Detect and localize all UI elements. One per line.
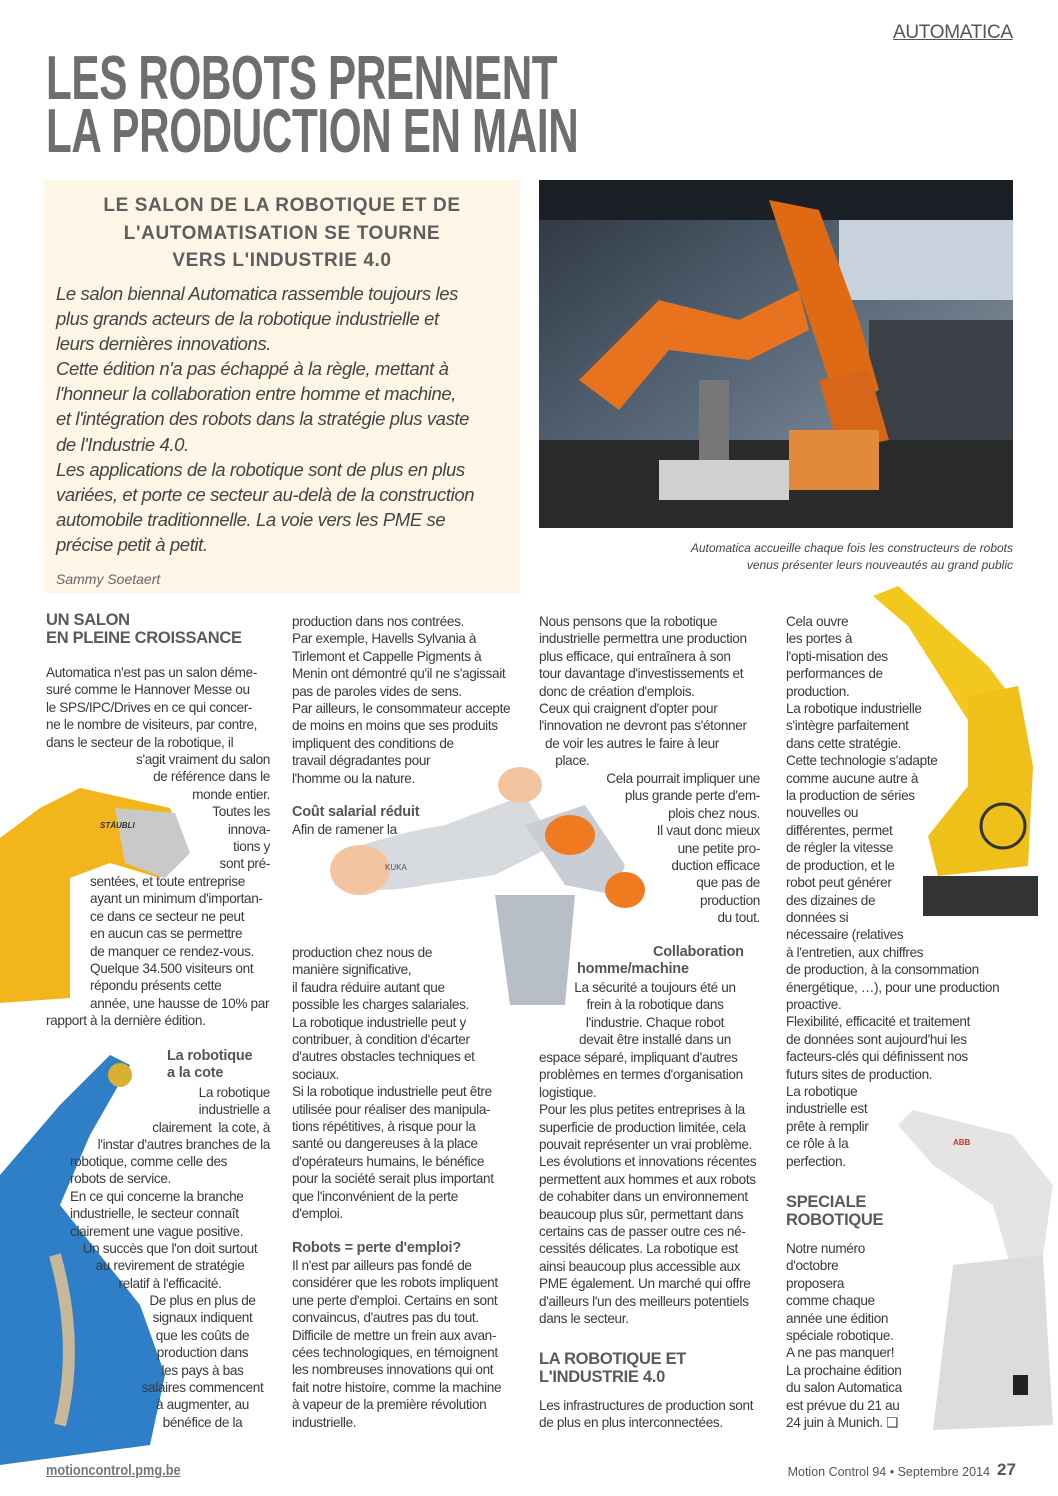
subheading-homme-machine: homme/machine xyxy=(577,961,689,977)
col3-paragraph: espace séparé, impliquant d'autres problèmes en termes d'organisation logistique. Pour les plus petites entreprises à la superficie de production limitée, cela pouvait représenter un vrai problème. Les évolutions et innovations récentes permettent aux hommes et aux robots de cohabiter dans un environnement beaucoup plus sûr, permettant dans certains cas de passer outre ces né- cessités délicates. La robotique est ainsi beaucoup plus accessible aux PME également. Un marché qui offre d'ailleurs l'un des meilleurs potentiels dans le secteur. xyxy=(539,1050,757,1327)
col3-paragraph: La sécurité a toujours été un frein à la robotique dans l'industrie. Chaque robot devait être installé dans un xyxy=(574,980,736,1048)
col1-paragraph: rapport à la dernière édition. xyxy=(46,1013,206,1028)
col3-paragraph: Cela pourrait impliquer une plus grande perte d'em- plois chez nous. Il vaut donc mieux une petite pro- duction efficace que pas de production du tout. xyxy=(606,771,760,926)
trade-show-photo xyxy=(539,180,1013,528)
col3-paragraph: de voir les autres le faire à leur place. xyxy=(545,736,719,769)
photo-caption: Automatica accueille chaque fois les constructeurs de robots venus présenter leurs nouveautés au grand public xyxy=(690,541,1013,572)
col4-paragraph: Notre numéro d'octobre proposera comme chaque année une édition spéciale robotique. A ne pas manquer! La prochaine édition du salon Automatica est prévue du 21 au 24 juin à Munich. ❑ xyxy=(786,1241,902,1431)
kuka-logo: KUKA xyxy=(385,863,407,872)
col1-paragraph: robotique, comme celle des robots de service. En ce qui concerne la branche industrielle, le secteur connaît clairement une vague positive. xyxy=(70,1154,244,1239)
col2-paragraph: production dans nos contrées. Par exemple, Havells Sylvania à Tirlemont et Cappelle Pigments à Menin ont démontré qu'il ne s'agissait pas de paroles vides de sens. Par ailleurs, le consommateur accepte de moins en moins que ses produits impliquent des conditions de travail dégradantes pour l'homme ou la nature. xyxy=(292,614,511,786)
col2-paragraph: Afin de ramener la xyxy=(292,822,397,837)
page-title: LES ROBOTS PRENNENT LA PRODUCTION EN MAIN xyxy=(46,44,579,166)
col2-paragraph: Il n'est par ailleurs pas fondé de considérer que les robots impliquent une perte d'emploi. Certains en sont convaincus, d'autres pas du tout. Difficile de mettre un frein aux avan- cées technologiques, en témoignent les nombreuses innovations qui ont fait notre histoire, comme la machine à vapeur de la première révolution industrielle. xyxy=(292,1258,502,1430)
col1-paragraph: La robotique industrielle a clairement la cote, à l'instar d'autres branches de la xyxy=(97,1085,270,1153)
col1-paragraph: Automatica n'est pas un salon déme- suré comme le Hannover Messe ou le SPS/IPC/Drives en ce qui concer- ne le nombre de visiteurs, par contre, dans le secteur de la robotique, il xyxy=(46,665,258,750)
website-link[interactable]: motioncontrol.pmg.be xyxy=(46,1462,181,1479)
staubli-logo: STÄUBLI xyxy=(100,821,135,830)
author-byline: Sammy Soetaert xyxy=(56,571,161,587)
col2-paragraph: production chez nous de manière significative, il faudra réduire autant que possible les charges salariales. La robotique industrielle peut y contribuer, à condition d'écarter d'autres obstacles techniques et sociaux. Si la robotique industrielle peut être utilisée pour réaliser des manipula- tions répétitives, à risque pour la santé ou dangereuses à la place d'opérateurs humains, le bénéfice pour la société serait plus important que l'inconvénient de la perte d'emploi. xyxy=(292,945,494,1222)
intro-box xyxy=(44,180,520,593)
col1-paragraph: sentées, et toute entreprise ayant un minimum d'importan- ce dans ce secteur ne peut en aucun cas se permettre de manquer ce rendez-vous. Quelque 34.500 visiteurs ont répondu présents cette année, une hausse de 10% par xyxy=(90,874,270,1011)
intro-heading: LE SALON DE LA ROBOTIQUE ET DE L'AUTOMATISATION SE TOURNE VERS L'INDUSTRIE 4.0 xyxy=(103,195,461,271)
heading-speciale-robotique: SPECIALE ROBOTIQUE xyxy=(786,1193,884,1229)
subheading-cout-salarial: Coût salarial réduit xyxy=(292,804,420,820)
subheading-robots-perte-emploi: Robots = perte d'emploi? xyxy=(292,1240,462,1256)
section-tag: AUTOMATICA xyxy=(893,22,1013,43)
heading-un-salon: UN SALON EN PLEINE CROISSANCE xyxy=(46,611,242,647)
col1-paragraph: Un succès que l'on doit surtout au revirement de stratégie relatif à l'efficacité. xyxy=(82,1241,258,1291)
abb-logo: ABB xyxy=(953,1138,971,1147)
col4-paragraph: Cela ouvre les portes à l'opti-misation des performances de production. La robotique industrielle s'intègre parfaitement dans cette stratégie. Cette technologie s'adapte comme aucune autre à la production de séries nouvelles ou différentes, permet de régler la vitesse de production, et le robot peut générer des dizaines de données si nécessaire (relatives à l'entretien, aux chiffres de production, à la consommation énergétique, …), pour une production proactive. Flexibilité, efficacité et traitement de données sont aujourd'hui les facteurs-clés qui définissent nos futurs sites de production. La robotique industrielle est prête à remplir ce rôle à la perfection. xyxy=(786,614,1000,1169)
col1-paragraph: De plus en plus de signaux indiquent que les coûts de production dans les pays à bas salaires commencent à augmenter, au bénéfice de la xyxy=(141,1293,264,1430)
subheading-collaboration: Collaboration xyxy=(653,944,744,960)
magazine-issue: Motion Control 94 • Septembre 2014 xyxy=(787,1465,990,1479)
col3-paragraph: Les infrastructures de production sont de plus en plus interconnectées. xyxy=(539,1398,754,1431)
heading-robotique-industrie-4: LA ROBOTIQUE ET L'INDUSTRIE 4.0 xyxy=(539,1350,687,1386)
intro-text: Le salon biennal Automatica rassemble toujours les plus grands acteurs de la robotique industrielle et leurs dernières innovations. Cette édition n'a pas échappé à la règle, mettant à l'honneur la collaboration entre homme et machine, et l'intégration des robots dans la stratégie plus vaste de l'Industrie 4.0. Les applications de la robotique sont de plus en plus variées, et porte ce secteur au-delà de la construction automobile traditionnelle. La voie vers les PME se précise petit à petit. xyxy=(56,283,475,555)
subheading-la-robotique-a-la-cote: La robotique a la cote xyxy=(167,1048,253,1081)
col1-paragraph: s'agit vraiment du salon de référence dans le monde entier. Toutes les innova- tions y sont pré- xyxy=(136,752,270,872)
page-number: 27 xyxy=(997,1460,1016,1479)
col3-paragraph: Nous pensons que la robotique industrielle permettra une production plus efficace, qui entraînera à son tour davantage d'investissements et donc de création d'emplois. Ceux qui craignent d'opter pour l'innovation ne devront pas s'étonner xyxy=(539,614,747,734)
